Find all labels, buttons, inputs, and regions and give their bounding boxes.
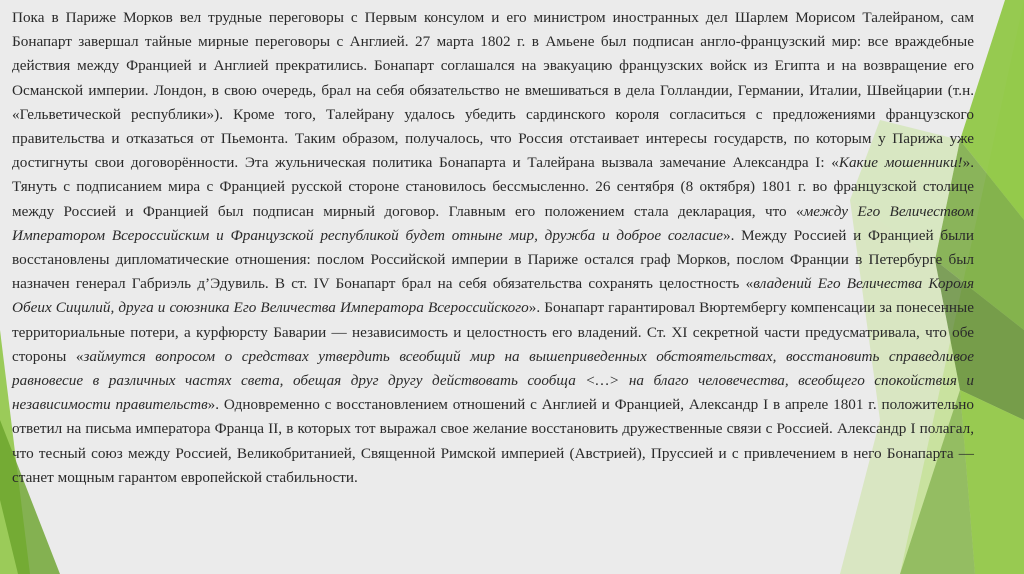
text-run: ». Тянуть с подписанием мира с Францией русской стороне становилось бессмысленно. 26 сентября (8 октября) 1801 г. во французской столице между Россией и Францией был подписан мирный договор. Главным его положением стала декларация, что «: [12, 154, 974, 220]
italic-quote: между Его Величеством Императором Всероссийским и Французской республикой будет отныне мир, дружба и доброе согласие: [12, 202, 974, 244]
italic-quote: владений Его Величества Короля Обеих Сицилий, друга и союзника Его Величества Императора Всероссийского: [12, 275, 975, 317]
text-run: ». Бонапарт гарантировал Вюртембергу компенсации за понесенные территориальные потери, а курфюрсту Баварии — независимость и целостность его владений. Ст. XI секретной части предусматривала, что обе стороны «: [12, 299, 974, 365]
italic-quote: Какие мошенники!: [838, 154, 963, 172]
text-run: ». Между Россией и Францией были восстановлены дипломатические отношения: послом Российской империи в Париже остался граф Морков, послом Франции в Петербурге был назначен генерал Габриэль д’Эдувиль. В ст. IV Бонапарт брал на себя обязательства сохранять целостность «: [12, 226, 974, 293]
main-paragraph: [12, 6, 974, 490]
body-text: [12, 6, 974, 490]
text-run: Пока в Париже Морков вел трудные переговоры с Первым консулом и его министром иностранных дел Шарлем Морисом Талейраном, сам Бонапарт завершал тайные мирные переговоры с Англией. 27 марта 1802 г. в Амьене был подписан англо-французский мир: все враждебные действия между Францией и Англией прекратились. Бонапарт соглашался на эвакуацию французских войск из Египта и на возвращение его Османской империи. Лондон, в свою очередь, брал на себя обязательство не вмешиваться в дела Голландии, Германии, Италии, Швейцарии (т.н. «Гельветической республики»). Кроме того, Талейрану удалось убедить сардинского короля согласиться с предложениями французского правительства и отказаться от Пьемонта. Таким образом, получалось, что Россия отстаивает интересы государств, по которым у Парижа уже достигнуты свои договорённости. Эта жульническая политика Бонапарта и Талейрана вызвала замечание Александра I: «: [12, 9, 974, 172]
italic-quote: займутся вопросом о средствах утвердить всеобщий мир на вышеприведенных обстоятельствах, восстановить справедливое равновесие в различных частях света, обещая друг другу действовать сообща <…> на благо человечества, всеобщего спокойствия и независимости правительств: [12, 347, 975, 414]
text-run: ». Одновременно с восстановлением отношений с Англией и Францией, Александр I в апреле 1801 г. положительно ответил на письма императора Франца II, в которых тот выражал свое желание восстановить дружественные связи с Россией. Александр I полагал, что тесный союз между Россией, Великобританией, Священной Римской империей (Австрией), Пруссией и с привлечением в него Бонапарта — станет мощным гарантом европейской стабильности.: [12, 396, 974, 486]
